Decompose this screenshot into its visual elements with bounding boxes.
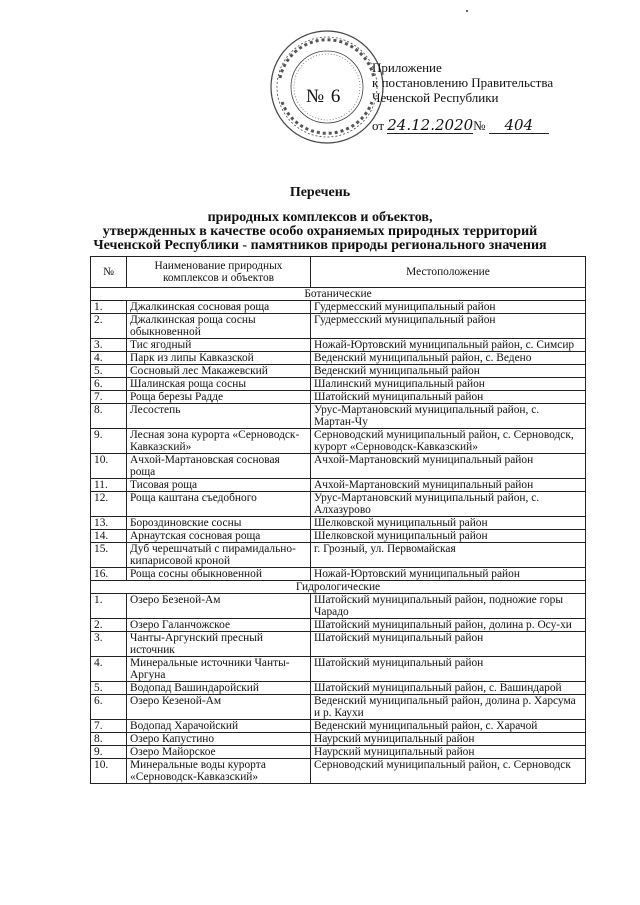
table-row	[91, 568, 586, 581]
cell-location: Ачхой-Мартановский муниципальный район	[311, 454, 586, 479]
table-row	[91, 759, 586, 784]
cell-location: Шелковской муниципальный район	[311, 530, 586, 543]
cell-number: 5.	[91, 682, 127, 695]
objects-table	[90, 256, 586, 784]
title-line-2: природных комплексов и объектов,	[207, 210, 433, 225]
table-row	[91, 429, 586, 454]
date-prefix: от	[372, 118, 385, 133]
table-row	[91, 733, 586, 746]
section-row	[91, 581, 586, 594]
cell-location: Серноводский муниципальный район, с. Серноводск, курорт «Серноводск-Кавказский»	[311, 429, 586, 454]
cell-name: Роща сосны обыкновенной	[127, 568, 311, 581]
cell-number: 9.	[91, 429, 127, 454]
table-row	[91, 339, 586, 352]
cell-name: Роща каштана съедобного	[127, 492, 311, 517]
cell-number: 5.	[91, 365, 127, 378]
cell-location: Шатойский муниципальный район	[311, 657, 586, 682]
cell-location: Веденский муниципальный район, с. Харачой	[311, 720, 586, 733]
cell-location: г. Грозный, ул. Первомайская	[311, 543, 586, 568]
cell-location: Веденский муниципальный район, с. Ведено	[311, 352, 586, 365]
title-line-1: Перечень	[289, 185, 351, 200]
cell-number: 3.	[91, 632, 127, 657]
table-row	[91, 657, 586, 682]
cell-name: Озеро Галанчожское	[127, 619, 311, 632]
table-row	[91, 746, 586, 759]
appendix-date-line	[372, 118, 553, 134]
cell-location: Наурский муниципальный район	[311, 746, 586, 759]
section-title: Гидрологические	[91, 581, 586, 594]
cell-name: Тисовая роща	[127, 479, 311, 492]
cell-number: 15.	[91, 543, 127, 568]
table-row	[91, 695, 586, 720]
cell-name: Сосновый лес Макажевский	[127, 365, 311, 378]
cell-number: 2.	[91, 619, 127, 632]
seal-number: № 6	[306, 86, 342, 107]
table-row	[91, 314, 586, 339]
cell-number: 12.	[91, 492, 127, 517]
table-row	[91, 517, 586, 530]
cell-location: Шелковской муниципальный район	[311, 517, 586, 530]
section-row	[91, 288, 586, 301]
table-row	[91, 594, 586, 619]
table-row	[91, 365, 586, 378]
table-header-row	[91, 257, 586, 288]
cell-location: Шатойский муниципальный район, подножие горы Чарадо	[311, 594, 586, 619]
handwritten-number: 404	[489, 118, 549, 134]
cell-location: Серноводский муниципальный район, с. Серноводск	[311, 759, 586, 784]
cell-number: 1.	[91, 301, 127, 314]
cell-location: Ножай-Юртовский муниципальный район	[311, 568, 586, 581]
cell-number: 8.	[91, 733, 127, 746]
header-location: Местоположение	[311, 257, 586, 288]
table-row	[91, 454, 586, 479]
cell-name: Бороздиновские сосны	[127, 517, 311, 530]
cell-name: Парк из липы Кавказской	[127, 352, 311, 365]
cell-name: Лесная зона курорта «Серноводск-Кавказский»	[127, 429, 311, 454]
cell-number: 10.	[91, 759, 127, 784]
cell-number: 10.	[91, 454, 127, 479]
document-title	[0, 186, 640, 253]
cell-number: 4.	[91, 352, 127, 365]
table-row	[91, 301, 586, 314]
cell-location: Веденский муниципальный район	[311, 365, 586, 378]
cell-location: Шатойский муниципальный район, с. Вашиндарой	[311, 682, 586, 695]
cell-name: Роща березы Радде	[127, 391, 311, 404]
cell-location: Урус-Мартановский муниципальный район, с. Мартан-Чу	[311, 404, 586, 429]
cell-name: Дуб черешчатый с пирамидально-кипарисовой кроной	[127, 543, 311, 568]
table-row	[91, 378, 586, 391]
handwritten-date: 24.12.2020	[387, 116, 474, 134]
cell-location: Шатойский муниципальный район	[311, 391, 586, 404]
cell-number: 8.	[91, 404, 127, 429]
cell-name: Водопад Вашиндаройский	[127, 682, 311, 695]
appendix-line-1: Приложение	[372, 60, 442, 75]
cell-name: Озеро Капустино	[127, 733, 311, 746]
cell-location: Шалинский муниципальный район	[311, 378, 586, 391]
table-row	[91, 632, 586, 657]
cell-name: Минеральные источники Чанты-Аргуна	[127, 657, 311, 682]
cell-number: 9.	[91, 746, 127, 759]
cell-name: Водопад Харачойский	[127, 720, 311, 733]
cell-number: 3.	[91, 339, 127, 352]
cell-location: Гудермесский муниципальный район	[311, 314, 586, 339]
cell-location: Урус-Мартановский муниципальный район, с. Алхазурово	[311, 492, 586, 517]
cell-location: Веденский муниципальный район, долина р. Харсума и р. Каухи	[311, 695, 586, 720]
header-name: Наименование природных комплексов и объектов	[127, 257, 311, 288]
table-row	[91, 720, 586, 733]
header-number: №	[91, 257, 127, 288]
table-row	[91, 492, 586, 517]
cell-name: Шалинская роща сосны	[127, 378, 311, 391]
cell-number: 11.	[91, 479, 127, 492]
cell-name: Ачхой-Мартановская сосновая роща	[127, 454, 311, 479]
cell-number: 1.	[91, 594, 127, 619]
cell-name: Джалкинская сосновая роща	[127, 301, 311, 314]
cell-name: Тис ягодный	[127, 339, 311, 352]
table-row	[91, 543, 586, 568]
cell-location: Гудермесский муниципальный район	[311, 301, 586, 314]
cell-name: Джалкинская роща сосны обыкновенной	[127, 314, 311, 339]
cell-number: 4.	[91, 657, 127, 682]
cell-name: Озеро Майорское	[127, 746, 311, 759]
table-body	[91, 288, 586, 784]
cell-number: 13.	[91, 517, 127, 530]
cell-location: Ножай-Юртовский муниципальный район, с. Симсир	[311, 339, 586, 352]
cell-number: 6.	[91, 378, 127, 391]
table-row	[91, 391, 586, 404]
cell-location: Шатойский муниципальный район, долина р. Осу-хи	[311, 619, 586, 632]
table-row	[91, 352, 586, 365]
cell-number: 2.	[91, 314, 127, 339]
section-title: Ботанические	[91, 288, 586, 301]
cell-number: 7.	[91, 720, 127, 733]
cell-name: Минеральные воды курорта «Серноводск-Кавказский»	[127, 759, 311, 784]
cell-location: Ачхой-Мартановский муниципальный район	[311, 479, 586, 492]
appendix-line-2: к постановлению Правительства	[372, 75, 554, 90]
cell-name: Озеро Безеной-Ам	[127, 594, 311, 619]
table-row	[91, 619, 586, 632]
cell-name: Чанты-Аргунский пресный источник	[127, 632, 311, 657]
title-line-4: Чеченской Республики - памятников природы регионального значения	[93, 238, 547, 253]
appendix-block	[372, 60, 553, 134]
table-row	[91, 479, 586, 492]
cell-location: Шатойский муниципальный район	[311, 632, 586, 657]
cell-number: 16.	[91, 568, 127, 581]
cell-number: 7.	[91, 391, 127, 404]
cell-location: Наурский муниципальный район	[311, 733, 586, 746]
cell-number: 6.	[91, 695, 127, 720]
table-row	[91, 404, 586, 429]
table-row	[91, 682, 586, 695]
table-row	[91, 530, 586, 543]
number-prefix: №	[473, 118, 486, 133]
scan-dot	[466, 10, 468, 12]
cell-number: 14.	[91, 530, 127, 543]
cell-name: Лесостепь	[127, 404, 311, 429]
title-line-3: утвержденных в качестве особо охраняемых природных территорий	[102, 224, 538, 239]
appendix-line-3: Чеченской Республики	[372, 90, 499, 105]
cell-name: Озеро Кезеной-Ам	[127, 695, 311, 720]
cell-name: Арнаутская сосновая роща	[127, 530, 311, 543]
